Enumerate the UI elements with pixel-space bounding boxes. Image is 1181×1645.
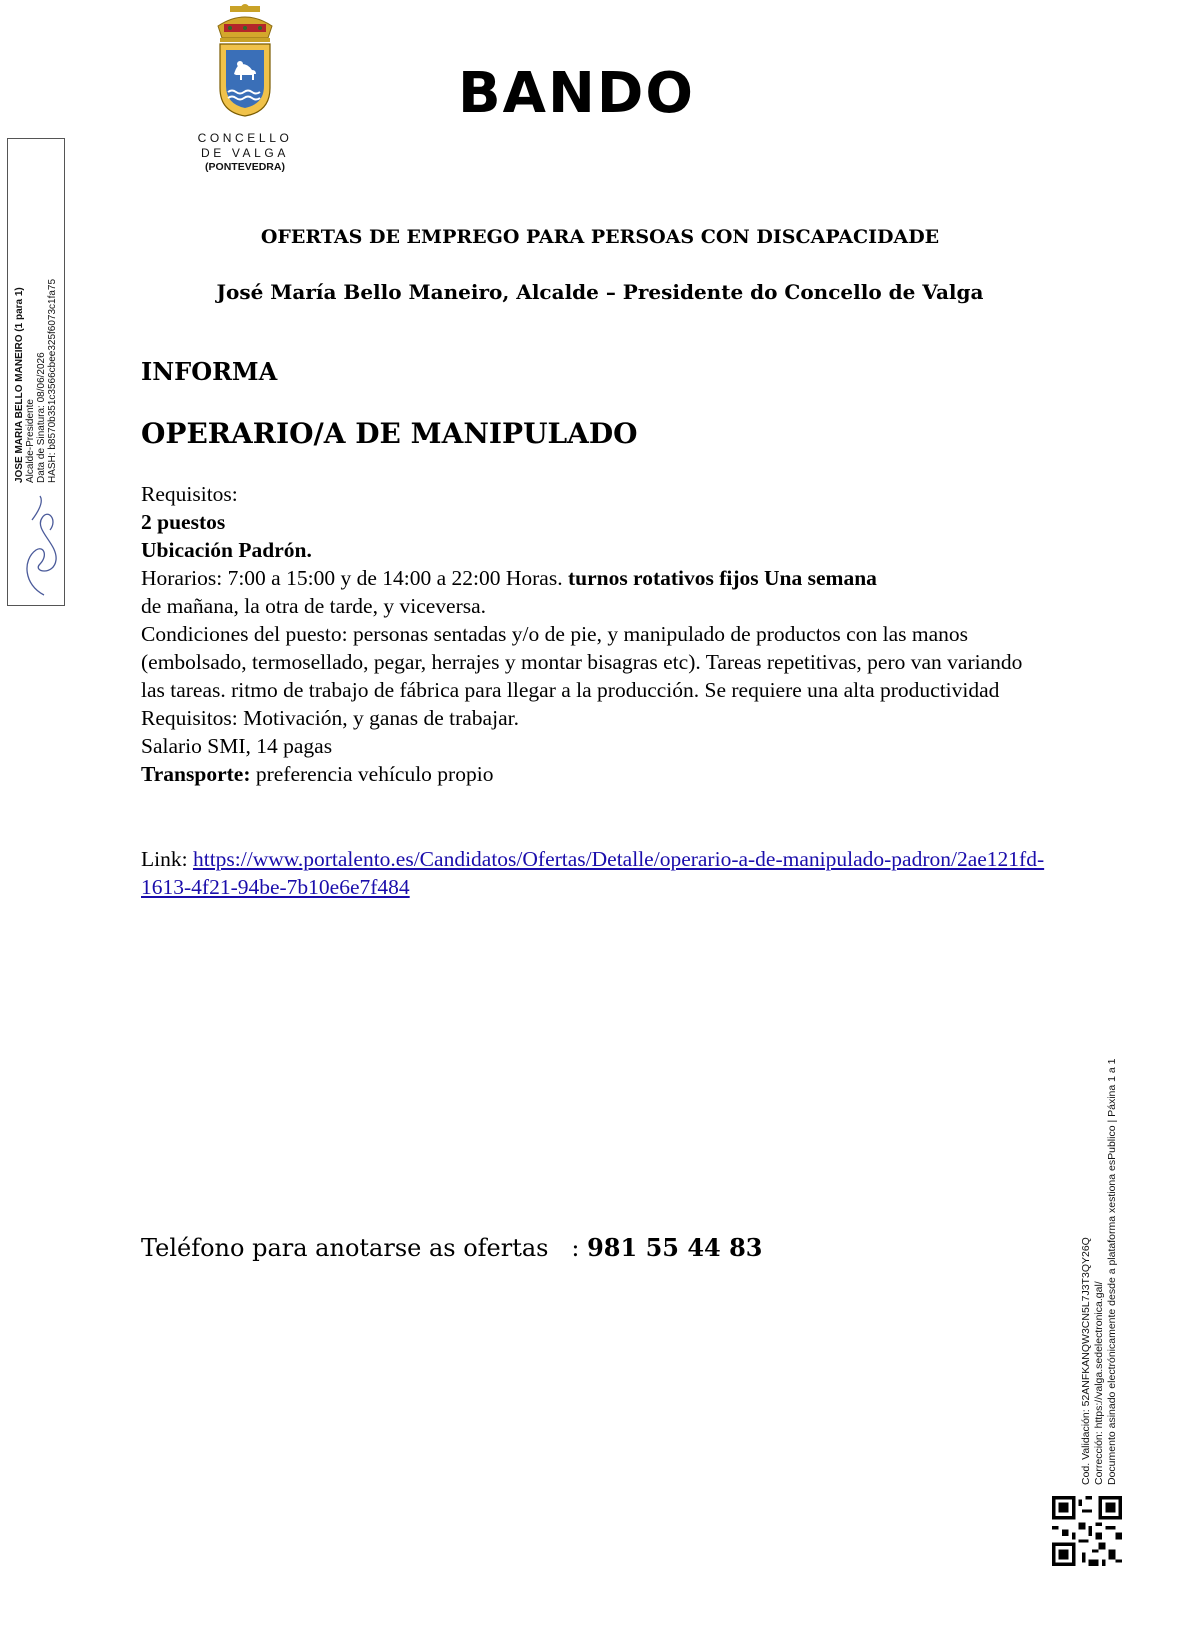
horarios-text: Horarios: 7:00 a 15:00 y de 14:00 a 22:00 Horas. (141, 566, 568, 590)
signature-details (14, 279, 58, 483)
horarios-continuation: de mañana, la otra de tarde, y viceversa. (141, 594, 487, 618)
horarios-shifts: turnos rotativos fijos Una semana (567, 566, 877, 590)
signer-role: Alcalde-Presidente (25, 399, 36, 483)
requisitos-motivacion: Requisitos: Motivación, y ganas de trabajar. (141, 706, 519, 730)
validation-note: Documento asinado electrónicamente desde a plataforma xestiona esPublico | Páxina 1 a 1 (1106, 1058, 1118, 1485)
validation-code: Cod. Validación: 52ANFKANQW3CN5L7J3T3QY26Q (1080, 1237, 1092, 1485)
phone-label: Teléfono para anotarse as ofertas : (141, 1234, 588, 1262)
signature-date: Data de Sinatura: 08/06/2026 (36, 352, 47, 483)
horarios (141, 564, 1051, 592)
municipality-name-line1: CONCELLO (197, 131, 293, 145)
transporte-value: preferencia vehículo propio (250, 762, 494, 786)
document-type-title: BANDO (458, 61, 695, 126)
requisitos-label: Requisitos: (141, 482, 238, 506)
handwritten-signature-icon (14, 490, 64, 600)
salario: Salario SMI, 14 pagas (141, 734, 333, 758)
offer-link[interactable]: https://www.portalento.es/Candidatos/Ofertas/Detalle/operario-a-de-manipulado-padron/2ae121fd-1613-4f21-94be-7b10e6e7f484 (141, 847, 1045, 899)
coat-of-arms-icon (210, 4, 280, 120)
informa-heading: INFORMA (141, 357, 278, 386)
job-description (141, 480, 1051, 788)
municipality-province: (PONTEVEDRA) (205, 161, 285, 173)
qr-code-icon (1052, 1496, 1122, 1566)
puestos-count: 2 puestos (141, 510, 226, 534)
phone-line (141, 1233, 762, 1262)
job-title: OPERARIO/A DE MANIPULADO (141, 417, 638, 450)
ubicacion: Ubicación Padrón. (141, 538, 312, 562)
signature-hash: HASH: b8570b351c3566cbee325f6073c1fa75 (47, 278, 58, 483)
signer-name: JOSE MARIA BELLO MANEIRO (1 para 1) (14, 287, 25, 483)
municipality-name-line2: DE VALGA (201, 146, 289, 160)
validation-details (1080, 1059, 1119, 1486)
phone-number: 981 55 44 83 (587, 1233, 763, 1262)
transporte (141, 760, 1051, 788)
link-label: Link: (141, 847, 193, 871)
mayor-line: José María Bello Maneiro, Alcalde – Presidente do Concello de Valga (216, 280, 984, 304)
condiciones: Condiciones del puesto: personas sentadas y/o de pie, y manipulado de productos con las manos (embolsado, termosellado, pegar, herrajes y montar bisagras etc). Tareas repetitivas, pero van variando las tareas. ritmo de trabajo de fábrica para llegar a la producción. Se requiere una alta productividad (141, 622, 1023, 702)
transporte-label: Transporte: (141, 762, 251, 786)
document-subtitle: OFERTAS DE EMPREGO PARA PERSOAS CON DISCAPACIDADE (260, 226, 940, 248)
offer-link-block (141, 845, 1061, 901)
validation-url: Corrección: https://valga.sedelectronica.gal/ (1093, 1281, 1105, 1485)
